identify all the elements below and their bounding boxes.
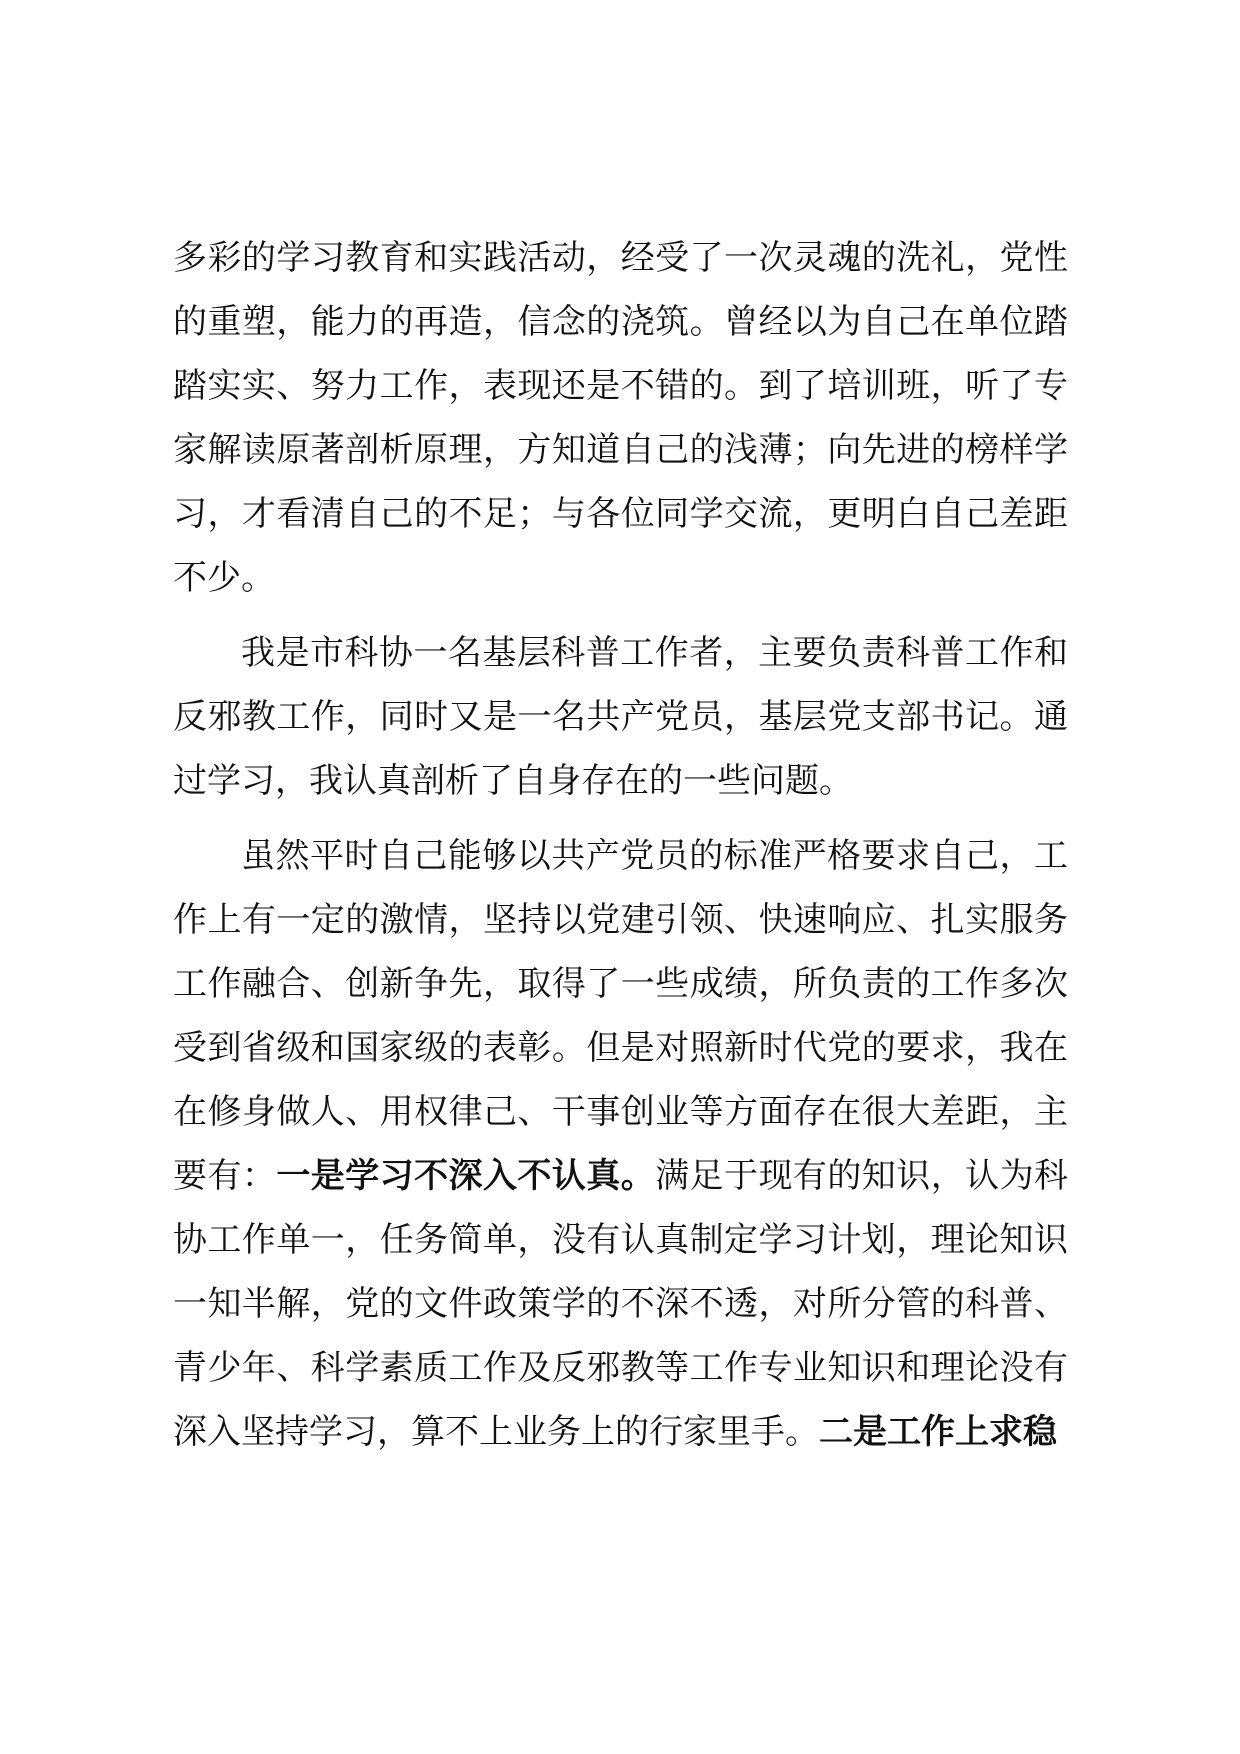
paragraph-3-text-a: 虽然平时自己能够以共产党员的标准严格要求自己，工作上有一定的激情，坚持以党建引领、快速响应、扎实服务工作融合、创新争先，取得了一些成绩，所负责的工作多次受到省级和国家级的表彰。但是对照新时代党的要求，我在在修身做人、用权律己、干事创业等方面存在很大差距，主要有： xyxy=(173,836,1068,1196)
heading-point-two: 二是工作上求稳 xyxy=(819,1412,1057,1452)
paragraph-1: 多彩的学习教育和实践活动，经受了一次灵魂的洗礼，党性的重塑，能力的再造，信念的浇筑。曾经以为自己在单位踏踏实实、努力工作，表现还是不错的。到了培训班，听了专家解读原著剖析原理，方知道自己的浅薄；向先进的榜样学习，才看清自己的不足；与各位同学交流，更明白自己差距不少。 xyxy=(173,238,1068,598)
paragraph-3 xyxy=(173,824,1068,1464)
heading-point-one: 一是学习不深入不认真。 xyxy=(276,1156,656,1196)
paragraph-2: 我是市科协一名基层科普工作者，主要负责科普工作和反邪教工作，同时又是一名共产党员，基层党支部书记。通过学习，我认真剖析了自身存在的一些问题。 xyxy=(173,633,1068,801)
paragraph-3-text-b: 满足于现有的知识，认为科协工作单一，任务简单，没有认真制定学习计划，理论知识一知半解，党的文件政策学的不深不透，对所分管的科普、青少年、科学素质工作及反邪教等工作专业知识和理论没有深入坚持学习，算不上业务上的行家里手。 xyxy=(173,1156,1069,1452)
document-page xyxy=(173,226,1068,1475)
